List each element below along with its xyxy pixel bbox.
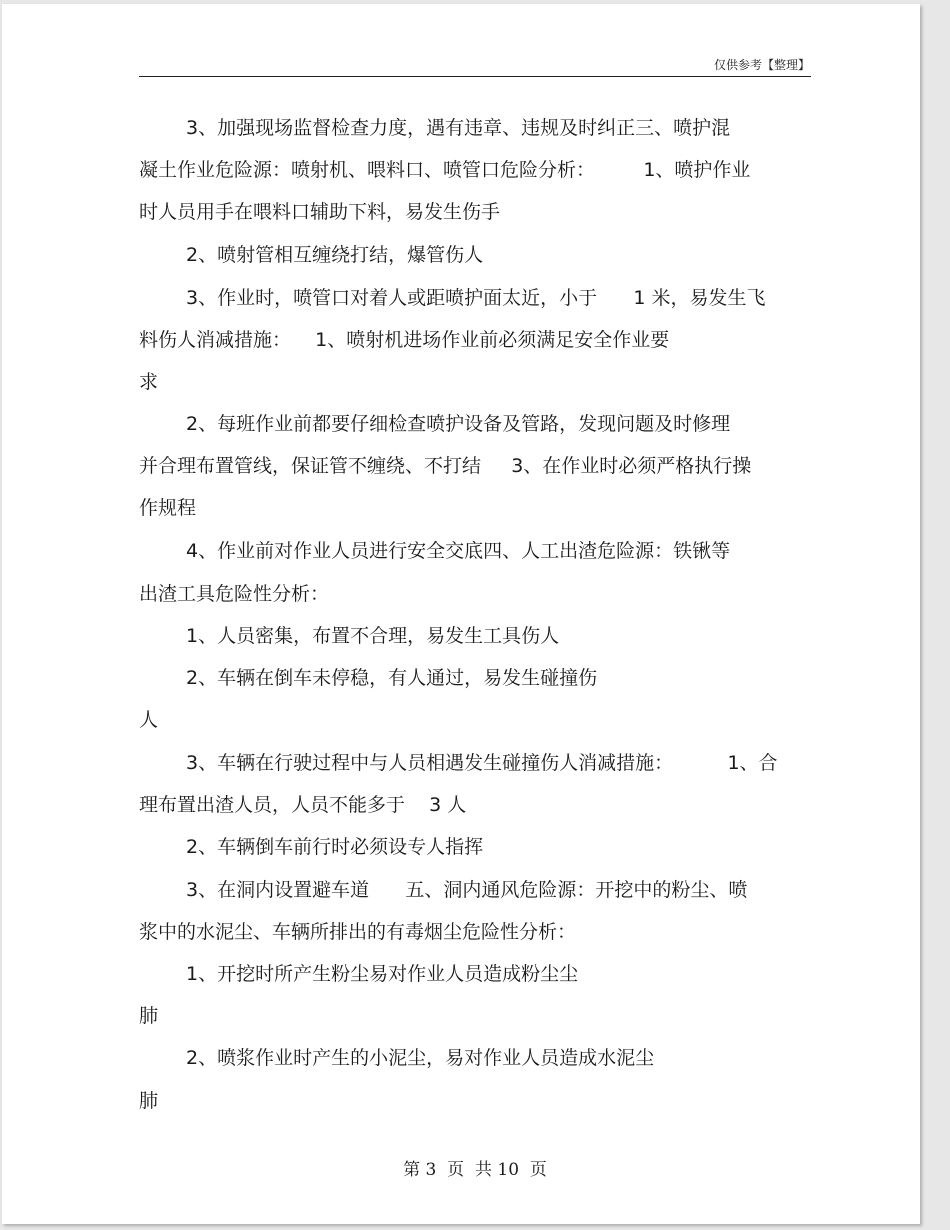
text-line: 2、车辆在倒车未停稳，有人通过，易发生碰撞伤 — [186, 667, 598, 689]
text-line: 人 — [139, 709, 159, 731]
text-line: 4、作业前对作业人员进行安全交底四、人工出渣危险源：铁锹等 — [186, 540, 731, 562]
text-line: 出渣工具危险性分析： — [139, 583, 330, 605]
text-line: 肺 — [139, 1005, 159, 1027]
document-page — [2, 4, 920, 1224]
text-line: 理布置出渣人员，人员不能多于 3 人 — [139, 794, 467, 816]
text-line: 2、车辆倒车前行时必须设专人指挥 — [186, 836, 484, 858]
text-line: 3、作业时，喷管口对着人或距喷护面太近，小于 1 米，易发生飞 — [186, 287, 766, 309]
text-line: 1、人员密集，布置不合理，易发生工具伤人 — [186, 625, 560, 647]
text-line: 凝土作业危险源：喷射机、喂料口、喷管口危险分析： 1、喷护作业 — [139, 159, 751, 181]
text-line: 求 — [139, 371, 159, 393]
header-divider — [139, 76, 811, 77]
text-line: 2、每班作业前都要仔细检查喷护设备及管路，发现问题及时修理 — [186, 413, 731, 435]
text-line: 并合理布置管线，保证管不缠绕、不打结 3、在作业时必须严格执行操 — [139, 455, 752, 477]
text-line: 2、喷浆作业时产生的小泥尘，易对作业人员造成水泥尘 — [186, 1047, 655, 1069]
text-line: 肺 — [139, 1090, 159, 1112]
text-line: 3、车辆在行驶过程中与人员相遇发生碰撞伤人消减措施： 1、合 — [186, 752, 778, 774]
text-line: 时人员用手在喂料口辅助下料，易发生伤手 — [139, 201, 501, 223]
page-footer: 第 3 页 共 10 页 — [403, 1160, 547, 1180]
text-line: 2、喷射管相互缠绕打结，爆管伤人 — [186, 244, 484, 266]
text-line: 1、开挖时所产生粉尘易对作业人员造成粉尘尘 — [186, 963, 579, 985]
text-line: 作规程 — [139, 497, 197, 519]
text-line: 料伤人消减措施： 1、喷射机进场作业前必须满足安全作业要 — [139, 329, 670, 351]
text-line: 3、在洞内设置避车道 五、洞内通风危险源：开挖中的粉尘、喷 — [186, 879, 748, 901]
text-line: 3、加强现场监督检查力度，遇有违章、违规及时纠正三、喷护混 — [186, 117, 731, 139]
text-line: 浆中的水泥尘、车辆所排出的有毒烟尘危险性分析： — [139, 921, 577, 943]
page-header: 仅供参考【整理】 — [713, 58, 810, 72]
